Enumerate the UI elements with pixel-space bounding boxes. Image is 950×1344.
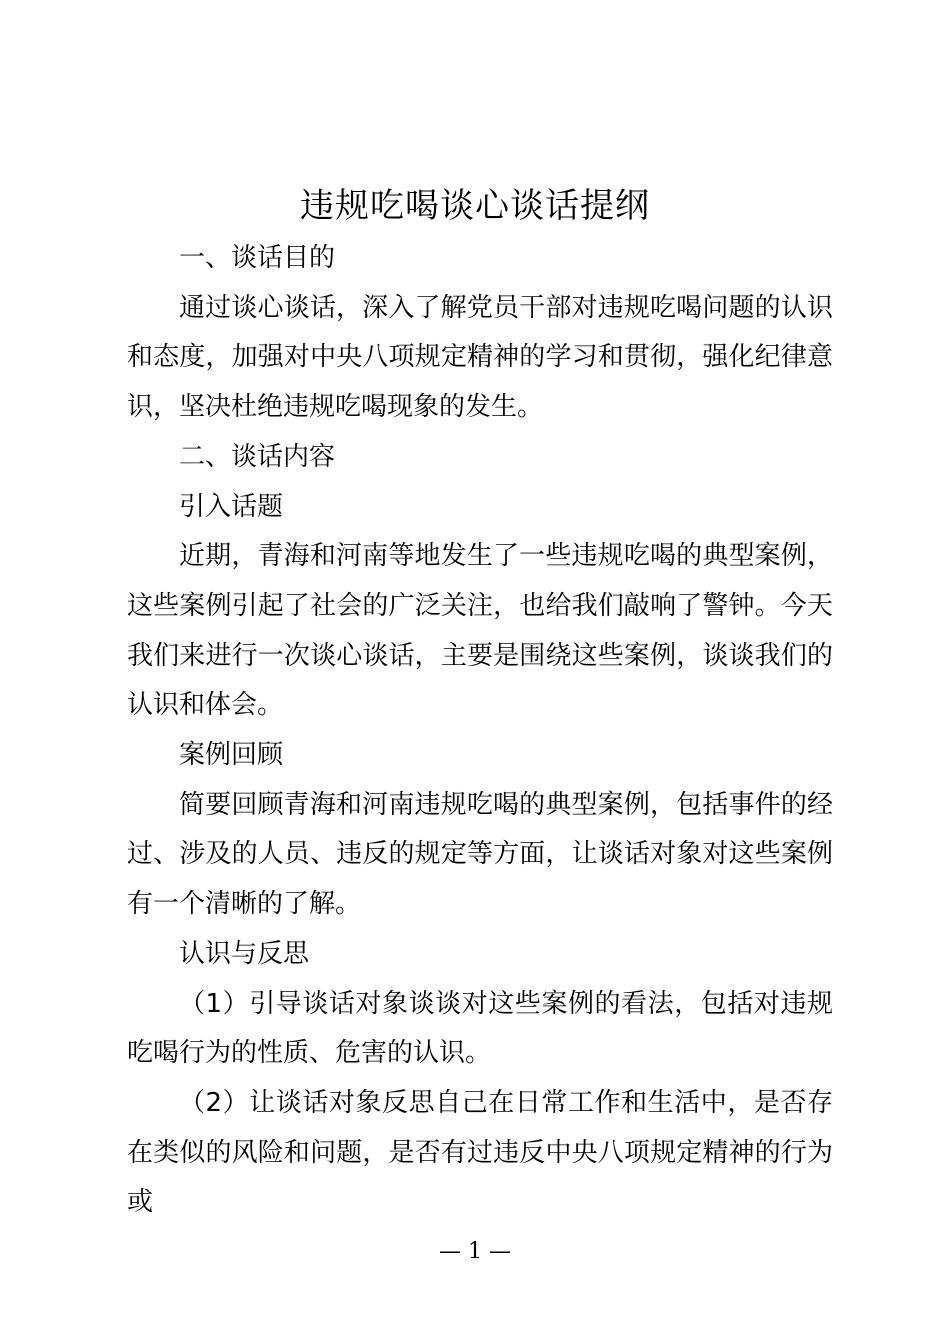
paragraph-purpose: 通过谈心谈话，深入了解党员干部对违规吃喝问题的认识和态度，加强对中央八项规定精神的学习和贯彻，强化纪律意识，坚决杜绝违规吃喝现象的发生。 [127, 292, 833, 423]
page-number: — 1 — [439, 1239, 511, 1264]
paragraph-reflection-2: （2）让谈话对象反思自己在日常工作和生活中，是否存在类似的风险和问题，是否有过违反中央八项规定精神的行为或 [127, 1087, 833, 1218]
paragraph-intro-topic: 近期，青海和河南等地发生了一些违规吃喝的典型案例，这些案例引起了社会的广泛关注，也给我们敲响了警钟。今天我们来进行一次谈心谈话，主要是围绕这些案例，谈谈我们的认识和体会。 [127, 541, 833, 721]
document-title: 违规吃喝谈心谈话提纲 [300, 186, 650, 226]
section-heading-purpose: 一、谈话目的 [179, 243, 336, 273]
paragraph-reflection-1: （1）引导谈话对象谈谈对这些案例的看法，包括对违规吃喝行为的性质、危害的认识。 [127, 988, 833, 1069]
section-heading-content: 二、谈话内容 [179, 441, 336, 472]
subheading-reflection: 认识与反思 [179, 938, 310, 969]
subheading-intro-topic: 引入话题 [179, 491, 284, 522]
paragraph-case-review: 简要回顾青海和河南违规吃喝的典型案例，包括事件的经过、涉及的人员、违反的规定等方面，让谈话对象对这些案例有一个清晰的了解。 [127, 789, 833, 920]
subheading-case-review: 案例回顾 [179, 740, 284, 771]
document-body [127, 234, 833, 1228]
